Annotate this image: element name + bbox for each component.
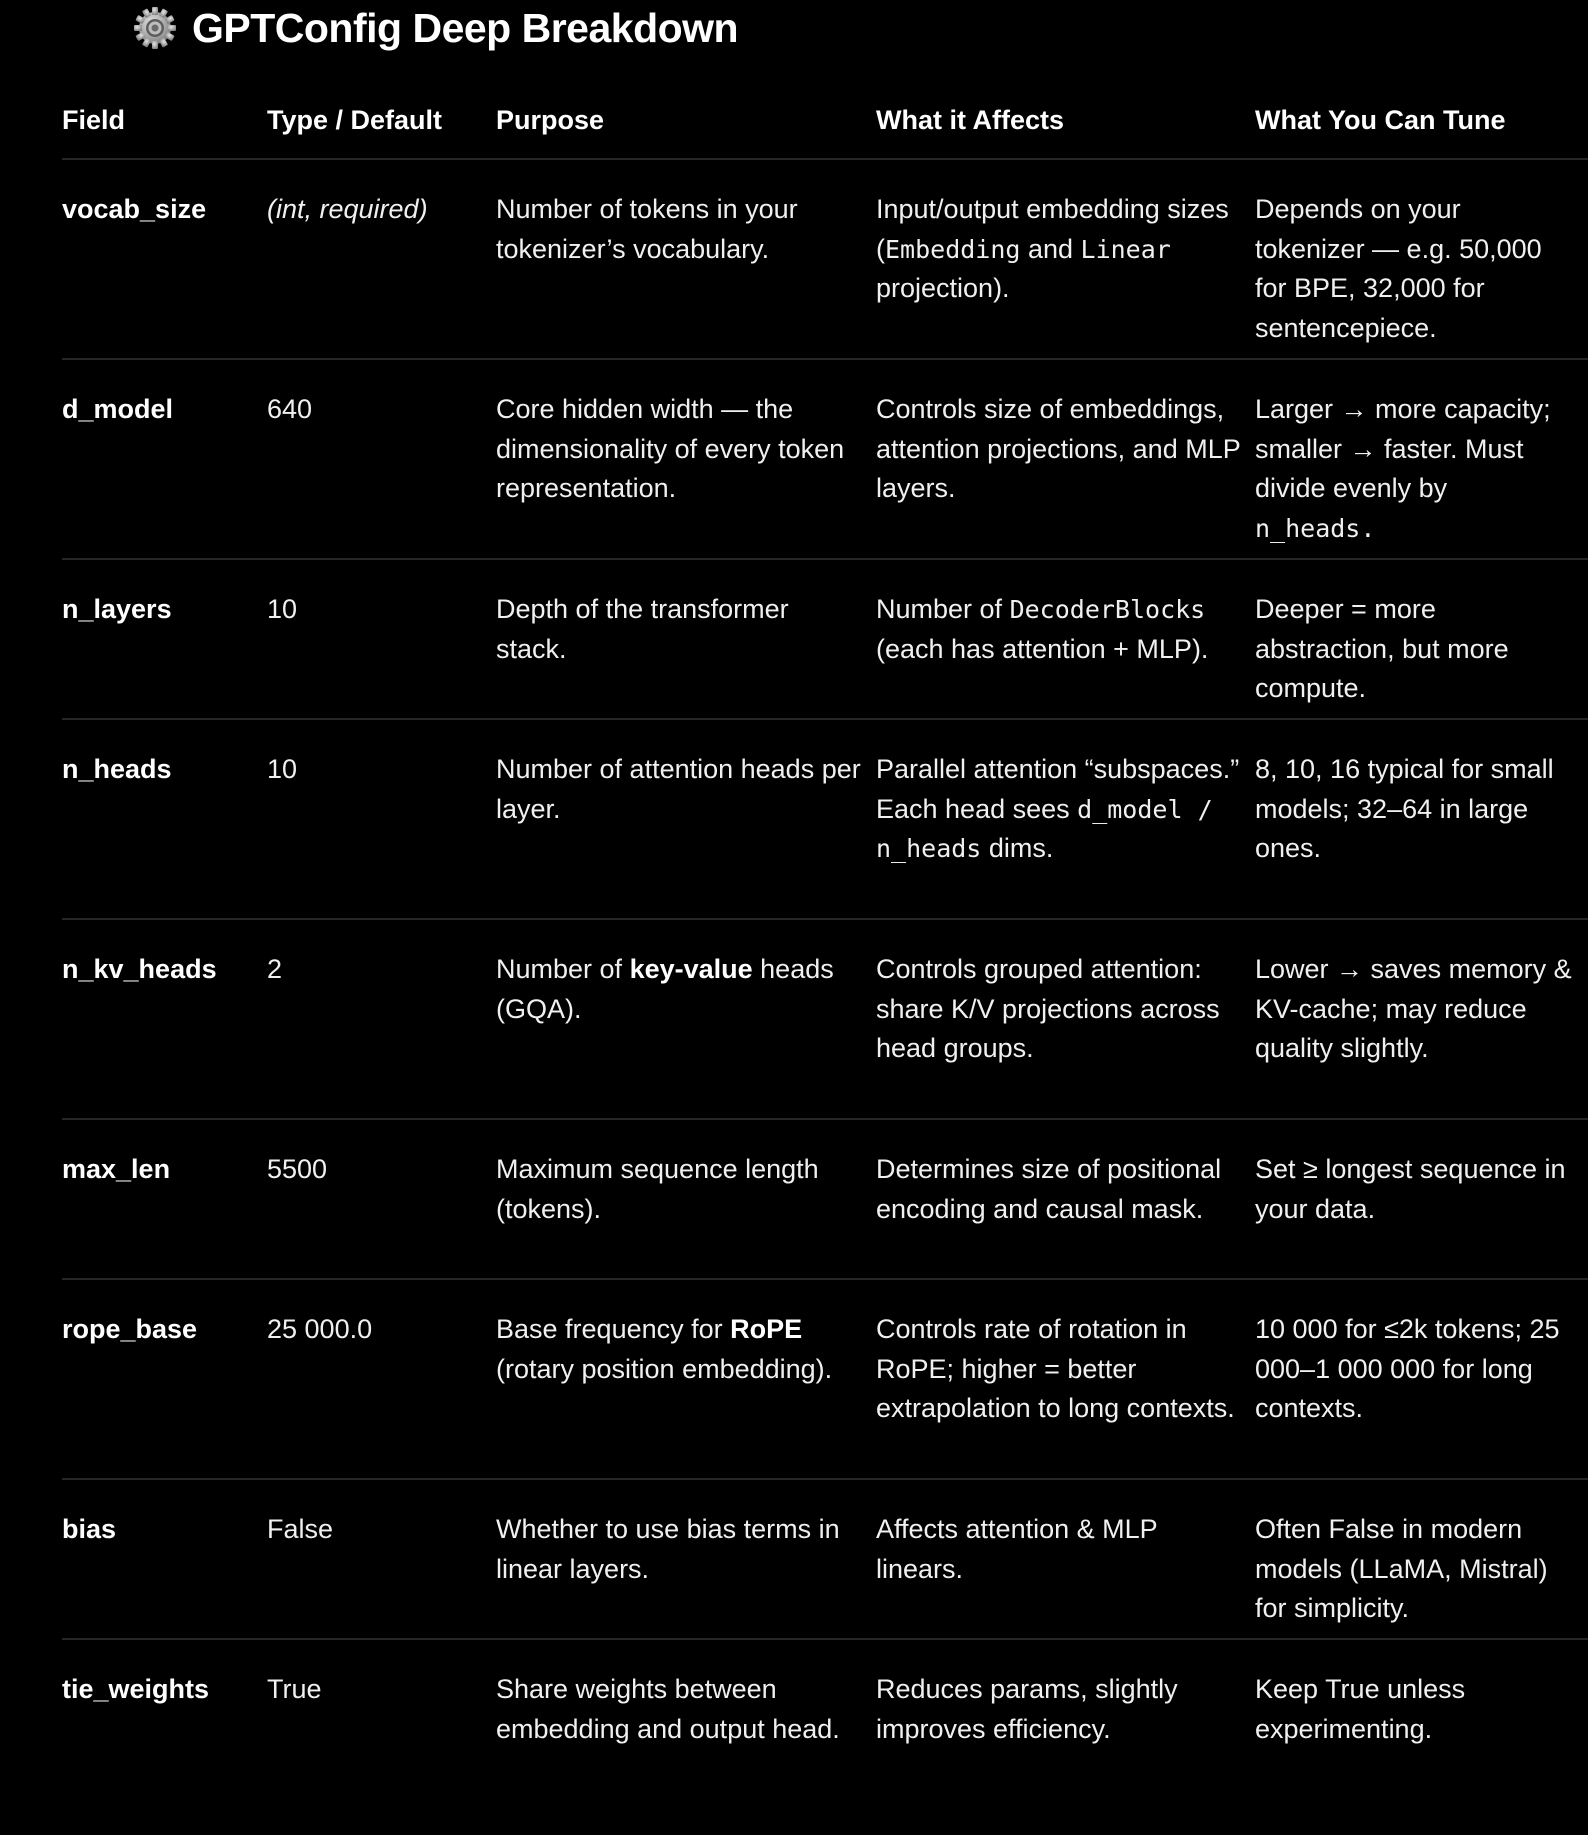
text-span: Core hidden width — the dimensionality of every token representation. [496, 394, 845, 503]
tune-line: quality slightly. [1255, 1033, 1429, 1063]
table-row [62, 918, 1588, 1120]
purpose-cell [496, 750, 866, 829]
inline-code: DecoderBlocks [1009, 595, 1206, 624]
purpose-cell [496, 950, 866, 1029]
table-row [62, 1278, 1588, 1480]
header-field: Field [62, 105, 126, 135]
text-span: Whether to use bias terms in linear layers. [496, 1514, 840, 1584]
tune-line: tokenizer — e.g. 50,000 [1255, 233, 1542, 264]
tune-line: ones. [1255, 833, 1322, 863]
field-name: tie_weights [62, 1674, 210, 1704]
type-default: (int, required) [267, 194, 428, 224]
type-default: False [267, 1514, 334, 1544]
purpose-cell [496, 590, 866, 669]
purpose-cell [496, 1510, 866, 1589]
header-purpose: Purpose [496, 105, 605, 135]
tune-line: smaller → faster. Must [1255, 433, 1524, 464]
text-span: Controls rate of rotation in RoPE; higher = better extrapolation to long contexts. [876, 1314, 1235, 1423]
text-span: Base frequency for [496, 1314, 731, 1344]
table-row [62, 1118, 1588, 1280]
text-span: and [1020, 233, 1081, 264]
text-span: Controls grouped attention: share K/V projections across head groups. [876, 954, 1220, 1063]
field-name: rope_base [62, 1314, 198, 1344]
tune-line: abstraction, but more [1255, 633, 1509, 664]
tune-line: n_heads. [1255, 513, 1376, 543]
header-type-default: Type / Default [267, 105, 443, 135]
gear-icon [132, 5, 178, 51]
tune-line: your data. [1255, 1193, 1376, 1224]
text-span: projection). [876, 273, 1010, 303]
tune-cell [1255, 390, 1588, 548]
page-title [132, 2, 738, 54]
tune-cell [1255, 950, 1588, 1069]
tune-cell [1255, 1670, 1588, 1749]
header-tune: What You Can Tune [1255, 105, 1506, 135]
purpose-cell [496, 1310, 866, 1389]
table-row [62, 358, 1588, 560]
type-default: 640 [267, 394, 313, 424]
tune-cell [1255, 190, 1588, 348]
header-affects: What it Affects [876, 105, 1064, 135]
tune-line: for BPE, 32,000 for [1255, 273, 1485, 303]
affects-cell [876, 590, 1246, 669]
text-span: Maximum sequence length (tokens). [496, 1154, 819, 1224]
tune-line: Set ≥ longest sequence in [1255, 1154, 1566, 1184]
purpose-cell [496, 390, 866, 509]
inline-code: n_heads [876, 834, 982, 863]
type-default: 5500 [267, 1154, 328, 1184]
table-row [62, 558, 1588, 720]
type-default: 25 000.0 [267, 1314, 373, 1344]
tune-line: Lower → saves memory & [1255, 954, 1572, 984]
affects-cell [876, 190, 1246, 309]
field-name: n_kv_heads [62, 954, 217, 984]
text-span: Reduces params, slightly improves efficiency. [876, 1674, 1178, 1744]
tune-line: for simplicity. [1255, 1593, 1410, 1623]
affects-cell [876, 1310, 1246, 1429]
tune-line: compute. [1255, 673, 1367, 703]
table-row [62, 718, 1588, 920]
tune-line: 000–1 000 000 for long [1255, 1353, 1533, 1384]
affects-cell [876, 1150, 1246, 1229]
affects-cell [876, 950, 1246, 1069]
bold-text: key-value [629, 954, 753, 984]
table-row [62, 158, 1588, 360]
tune-cell [1255, 1310, 1588, 1429]
text-span: Number of attention heads per layer. [496, 754, 861, 824]
affects-cell [876, 750, 1246, 869]
table-row [62, 1478, 1588, 1640]
type-default: True [267, 1674, 322, 1704]
text-span: Affects attention & MLP linears. [876, 1514, 1158, 1584]
inline-code: Embedding [885, 234, 1021, 264]
tune-line: contexts. [1255, 1393, 1364, 1423]
tune-line: 8, 10, 16 typical for small [1255, 754, 1554, 784]
tune-line: Deeper = more [1255, 594, 1436, 624]
tune-cell [1255, 590, 1588, 709]
field-name: vocab_size [62, 194, 207, 224]
field-name: n_heads [62, 754, 172, 784]
text-span: Share weights between embedding and output head. [496, 1674, 840, 1744]
tune-cell [1255, 1150, 1588, 1229]
purpose-cell [496, 1670, 866, 1749]
text-span: Controls size of embeddings, attention projections, and MLP layers. [876, 394, 1241, 503]
tune-line: Larger → more capacity; [1255, 394, 1551, 424]
text-span: Number of [876, 594, 1010, 624]
field-name: bias [62, 1514, 117, 1544]
text-span: Number of tokens in your tokenizer’s vocabulary. [496, 194, 798, 264]
tune-line: Keep True unless [1255, 1674, 1466, 1704]
text-span: heads (GQA). [496, 954, 834, 1024]
text-span: Determines size of positional encoding and causal mask. [876, 1154, 1222, 1224]
text-span: Number of [496, 954, 630, 984]
bold-text: RoPE [730, 1314, 803, 1344]
inline-code: Linear [1080, 234, 1171, 264]
affects-cell [876, 1670, 1246, 1749]
table-header [62, 101, 1588, 158]
tune-cell [1255, 750, 1588, 869]
text-span: dims. [981, 833, 1054, 863]
tune-cell [1255, 1510, 1588, 1629]
tune-line: divide evenly by [1255, 473, 1448, 503]
tune-line: models (LLaMA, Mistral) [1255, 1553, 1548, 1584]
tune-line: 10 000 for ≤2k tokens; 25 [1255, 1314, 1560, 1344]
type-default: 10 [267, 594, 298, 624]
title-text: GPTConfig Deep Breakdown [192, 4, 739, 51]
tune-line: Often False in modern [1255, 1514, 1523, 1544]
tune-line: KV-cache; may reduce [1255, 993, 1527, 1024]
text-span: Input/output embedding sizes ( [876, 194, 1229, 264]
text-span: Parallel attention “subspaces.” Each head sees [876, 754, 1240, 824]
field-name: n_layers [62, 594, 172, 624]
affects-cell [876, 390, 1246, 509]
tune-line: Depends on your [1255, 194, 1461, 224]
text-span: Depth of the transformer stack. [496, 594, 789, 664]
tune-line: experimenting. [1255, 1713, 1433, 1744]
text-span: (rotary position embedding). [496, 1353, 833, 1384]
inline-code: d_model / [1077, 794, 1213, 824]
purpose-cell [496, 190, 866, 269]
text-span: (each has attention + MLP). [876, 633, 1209, 664]
tune-line: models; 32–64 in large [1255, 793, 1529, 824]
field-name: max_len [62, 1154, 171, 1184]
type-default: 2 [267, 954, 283, 984]
type-default: 10 [267, 754, 298, 784]
tune-line: sentencepiece. [1255, 312, 1437, 343]
affects-cell [876, 1510, 1246, 1589]
purpose-cell [496, 1150, 866, 1229]
table-row [62, 1638, 1588, 1800]
field-name: d_model [62, 394, 174, 424]
